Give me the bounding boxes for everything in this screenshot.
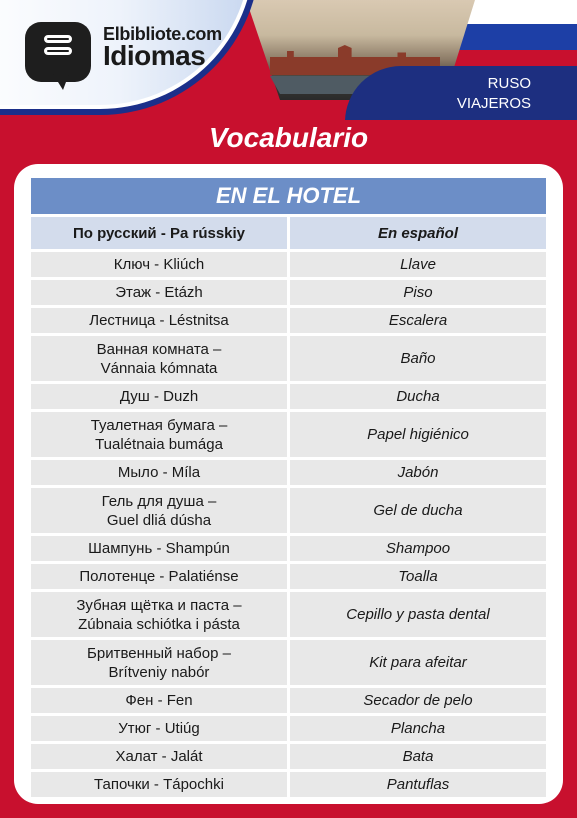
badge-text [457, 74, 531, 114]
table-row [31, 640, 546, 685]
cell-russian [31, 772, 287, 797]
brand-site: Elbibliote.com [103, 24, 222, 44]
cell-russian [31, 592, 287, 637]
cell-russian [31, 716, 287, 741]
cell-russian-line: Ванная комната – [96, 340, 222, 358]
cell-russian-line: Туалетная бумага – [90, 416, 228, 434]
cell-russian [31, 640, 287, 685]
table-row [31, 336, 546, 381]
table-row [31, 536, 546, 561]
table-row [31, 488, 546, 533]
cell-russian-line: Фен - Fen [125, 692, 193, 709]
cell-spanish: Piso [290, 280, 546, 305]
section-header: EN EL HOTEL [31, 178, 546, 214]
cell-russian-line: Tualétnaia bumága [95, 435, 223, 453]
cell-russian [31, 280, 287, 305]
table-row [31, 460, 546, 485]
cell-spanish: Bata [290, 744, 546, 769]
cell-russian-line: Ключ - Kliúch [113, 256, 205, 273]
brand-name: Idiomas [103, 40, 206, 71]
column-headers [31, 217, 546, 249]
cell-spanish: Kit para afeitar [290, 640, 546, 685]
cell-spanish: Escalera [290, 308, 546, 333]
cell-russian [31, 744, 287, 769]
table-row [31, 308, 546, 333]
cell-russian-line: Бритвенный набор – [87, 644, 231, 662]
cell-spanish: Baño [290, 336, 546, 381]
cell-spanish: Shampoo [290, 536, 546, 561]
cell-spanish: Gel de ducha [290, 488, 546, 533]
cell-russian-line: Zúbnaia schiótka i pásta [78, 615, 240, 633]
badge-language: RUSO [487, 75, 531, 92]
table-row [31, 280, 546, 305]
book-logo-icon [25, 22, 91, 82]
cell-russian-line: Мыло - Míla [117, 464, 201, 481]
table-row [31, 384, 546, 409]
cell-spanish: Jabón [290, 460, 546, 485]
page-title: Vocabulario [208, 122, 369, 153]
cell-russian [31, 688, 287, 713]
cell-spanish: Toalla [290, 564, 546, 589]
column-header-russian: По русский - Pa rússkiy [31, 217, 287, 249]
cell-russian [31, 488, 287, 533]
table-row [31, 412, 546, 457]
cell-russian [31, 384, 287, 409]
table-body [31, 252, 546, 797]
cell-spanish: Secador de pelo [290, 688, 546, 713]
cell-russian-line: Vánnaia kómnata [100, 359, 218, 377]
badge-audience: VIAJEROS [456, 95, 531, 112]
cell-russian [31, 252, 287, 277]
cell-spanish: Plancha [290, 716, 546, 741]
cell-russian-line: Лестница - Léstnitsa [89, 312, 229, 329]
table-row [31, 252, 546, 277]
cell-russian [31, 336, 287, 381]
cell-russian-line: Зубная щётка и паста – [76, 596, 242, 614]
cell-spanish: Cepillo y pasta dental [290, 592, 546, 637]
cell-russian-line: Тапочки - Tápochki [94, 776, 224, 793]
table-row [31, 592, 546, 637]
cell-russian-line: Полотенце - Palatiénse [79, 568, 239, 585]
cell-russian [31, 460, 287, 485]
cell-russian [31, 412, 287, 457]
table-row [31, 716, 546, 741]
cell-russian [31, 308, 287, 333]
column-header-spanish: En español [290, 217, 546, 249]
table-row [31, 564, 546, 589]
cell-russian-line: Халат - Jalát [115, 748, 203, 765]
cell-russian-line: Brítveniy nabór [108, 663, 210, 681]
cell-russian [31, 564, 287, 589]
cell-spanish: Pantuflas [290, 772, 546, 797]
table-row [31, 744, 546, 769]
cell-russian-line: Утюг - Utiúg [118, 720, 200, 737]
cell-russian-line: Шампунь - Shampún [88, 540, 230, 557]
cell-spanish: Ducha [290, 384, 546, 409]
cell-russian-line: Guel dliá dúsha [106, 511, 212, 529]
table-row [31, 772, 546, 797]
cell-russian-line: Этаж - Etázh [115, 284, 203, 301]
vocabulary-table [31, 178, 546, 800]
cell-russian-line: Душ - Duzh [119, 388, 199, 405]
table-row [31, 688, 546, 713]
cell-russian-line: Гель для душа – [101, 492, 217, 510]
cell-spanish: Papel higiénico [290, 412, 546, 457]
cell-russian [31, 536, 287, 561]
header-banner [0, 0, 577, 120]
cell-spanish: Llave [290, 252, 546, 277]
